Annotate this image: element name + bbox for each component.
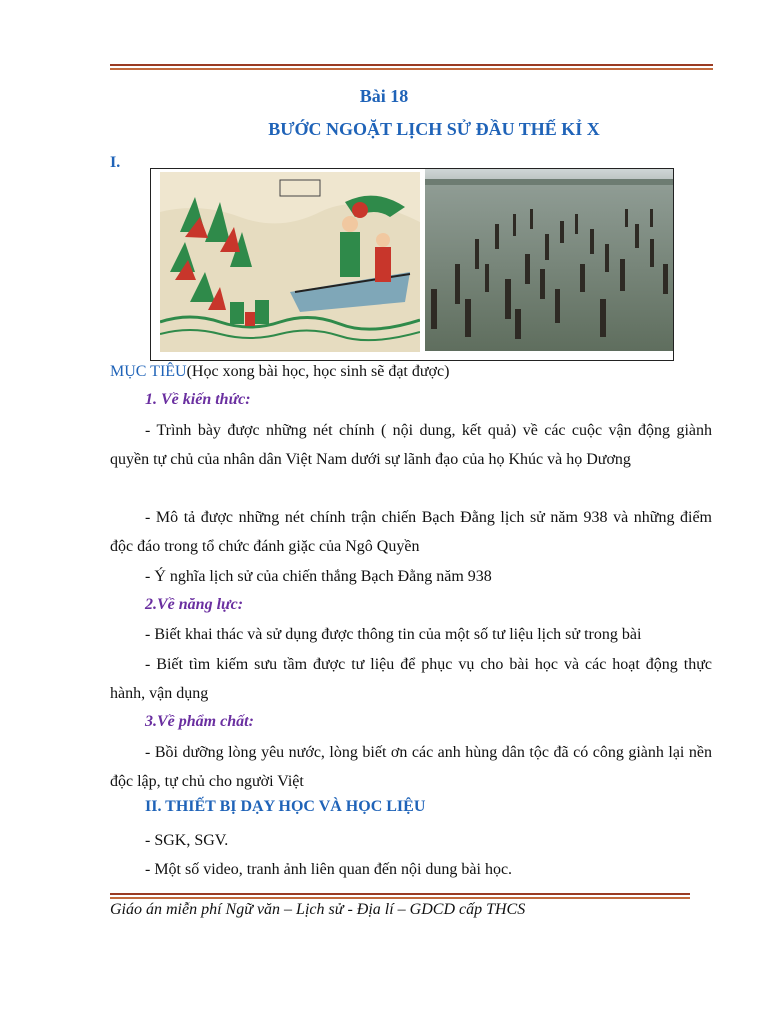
knowledge-item-3: - Ý nghĩa lịch sử của chiến thắng Bạch Đằng năm 938 (145, 568, 492, 585)
objectives-heading: MỤC TIÊU (110, 363, 187, 380)
material-item-2: - Một số video, tranh ảnh liên quan đến nội dung bài học. (145, 861, 513, 878)
top-decorative-rule (110, 64, 713, 72)
quality-item-1: - Bồi dưỡng lòng yêu nước, lòng biết ơn các anh hùng dân tộc đã có công giành lại nền độc lập, tự chủ cho người Việt (110, 744, 712, 790)
ability-item-2: - Biết tìm kiếm sưu tầm được tư liệu để phục vụ cho bài học và các hoạt động thực hành, vận dụng (110, 656, 712, 702)
knowledge-item-2: - Mô tả được những nét chính trận chiến Bạch Đằng lịch sử năm 938 và những điểm độc đáo trong tổ chức đánh giặc của Ngô Quyền (110, 509, 712, 555)
section-roman-numeral: I. (110, 154, 121, 171)
illustration-frame (150, 168, 674, 361)
lesson-title: BƯỚC NGOẶT LỊCH SỬ ĐẦU THẾ KỈ X (268, 119, 600, 139)
ability-label: 2.Về năng lực: (145, 596, 244, 613)
quality-label: 3.Về phẩm chất: (145, 713, 254, 730)
section-2-heading: II. THIẾT BỊ DẠY HỌC VÀ HỌC LIỆU (145, 798, 426, 815)
knowledge-label: 1. Về kiến thức: (145, 391, 251, 408)
woodblock-painting-image (160, 172, 420, 352)
lesson-number: Bài 18 (359, 86, 409, 106)
objectives-heading-line (110, 357, 712, 386)
objectives-note: (Học xong bài học, học sinh sẽ đạt được) (186, 363, 450, 380)
material-item-1: - SGK, SGV. (145, 832, 229, 849)
knowledge-item-1: - Trình bày được những nét chính ( nội dung, kết quả) về các cuộc vận động giành quyền tự chủ của nhân dân Việt Nam dưới sự lãnh đạo của họ Khúc và họ Dương (110, 422, 712, 468)
ability-item-1: - Biết khai thác và sử dụng được thông tin của một số tư liệu lịch sử trong bài (145, 626, 642, 643)
river-stakes-photo (425, 169, 673, 351)
page-footer: Giáo án miễn phí Ngữ văn – Lịch sử - Địa lí – GDCD cấp THCS (110, 901, 526, 918)
bottom-decorative-rule (110, 893, 690, 901)
